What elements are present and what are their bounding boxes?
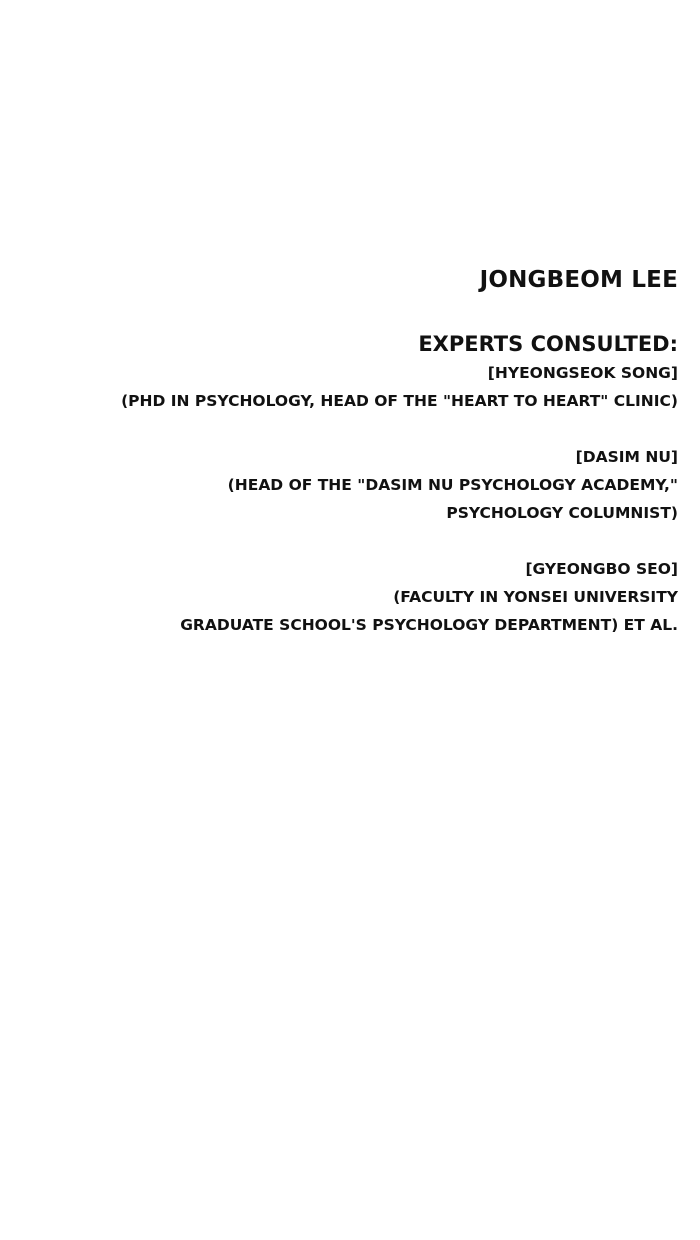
expert-description: GRADUATE SCHOOL'S PSYCHOLOGY DEPARTMENT) ET AL.	[180, 616, 678, 634]
expert-description: (PHD IN PSYCHOLOGY, HEAD OF THE "HEART TO HEART" CLINIC)	[121, 392, 678, 410]
author-name: JONGBEOM LEE	[479, 267, 678, 293]
expert-description: (HEAD OF THE "DASIM NU PSYCHOLOGY ACADEMY,"	[227, 476, 678, 494]
expert-name: [DASIM NU]	[575, 448, 678, 466]
credits-block	[38, 262, 678, 639]
expert-name: [GYEONGBO SEO]	[525, 560, 678, 578]
expert-entry	[38, 555, 678, 639]
expert-entry	[38, 359, 678, 415]
expert-description: PSYCHOLOGY COLUMNIST)	[446, 504, 678, 522]
expert-entry	[38, 443, 678, 527]
experts-heading: EXPERTS CONSULTED:	[418, 332, 678, 356]
expert-name: [HYEONGSEOK SONG]	[487, 364, 678, 382]
expert-description: (FACULTY IN YONSEI UNIVERSITY	[393, 588, 678, 606]
